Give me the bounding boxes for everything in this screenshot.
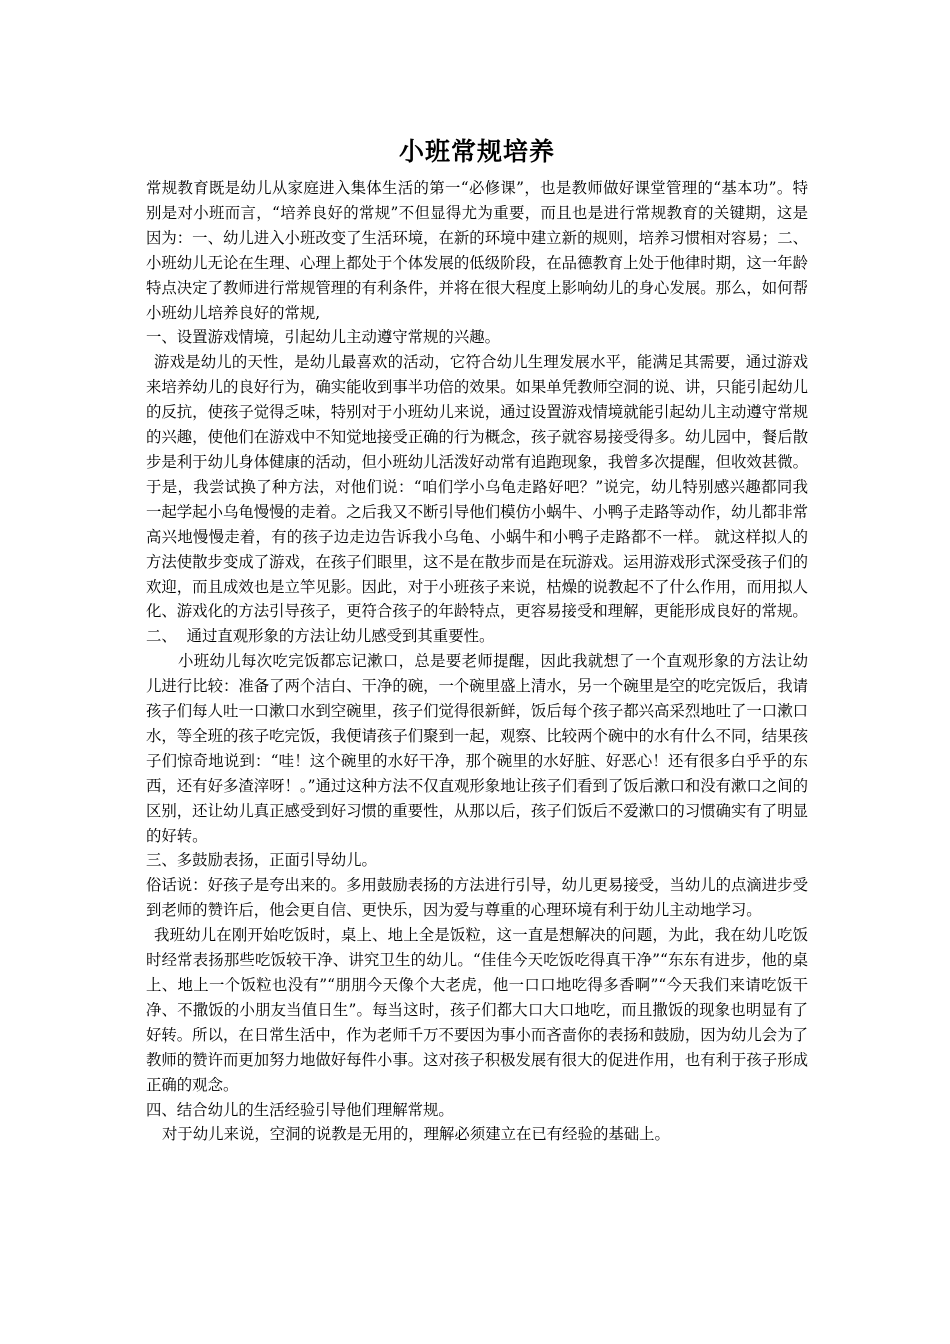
section-3-heading: 三、多鼓励表扬，正面引导幼儿。: [146, 851, 377, 870]
section-2-heading: 二、 通过直观形象的方法让幼儿感受到其重要性。: [146, 627, 495, 646]
section-3-body-1: 俗话说：好孩子是夸出来的。多用鼓励表扬的方法进行引导，幼儿更易接受，当幼儿的点滴进步受到老师的赞许后，他会更自信、更快乐，因为爱与尊重的心理环境有利于幼儿主动地学习。: [146, 876, 808, 920]
intro-paragraph: 常规教育既是幼儿从家庭进入集体生活的第一“必修课”，也是教师做好课堂管理的“基本功”。特别是对小班而言，“培养良好的常规”不但显得尤为重要，而且也是进行常规教育的关键期，这是因为：一、幼儿进入小班改变了生活环境，在新的环境中建立新的规则，培养习惯相对容易；二、小班幼儿无论在生理、心理上都处于个体发展的低级阶段，在品德教育上处于他律时期，这一年龄特点决定了教师进行常规管理的有利条件，并将在很大程度上影响幼儿的身心发展。那么，如何帮小班幼儿培养良好的常规,: [146, 179, 808, 322]
document-page: [146, 132, 808, 1147]
section-4-body: 对于幼儿来说，空洞的说教是无用的，理解必须建立在已有经验的基础上。: [162, 1125, 670, 1144]
section-2-body: 小班幼儿每次吃完饭都忘记漱口，总是要老师提醒，因此我就想了一个直观形象的方法让幼儿进行比较：准备了两个洁白、干净的碗，一个碗里盛上清水，另一个碗里是空的吃完饭后，我请孩子们每人吐一口漱口水到空碗里，孩子们觉得很新鲜，饭后每个孩子都兴高采烈地吐了一口漱口水，等全班的孩子吃完饭，我便请孩子们聚到一起，观察、比较两个碗中的水有什么不同，结果孩子们惊奇地说到：“哇！这个碗里的水好干净，那个碗里的水好脏、好恶心！还有很多白乎乎的东西，还有好多渣滓呀！。”通过这种方法不仅直观形象地让孩子们看到了饭后漱口和没有漱口之间的区别，还让幼儿真正感受到好习惯的重要性，从那以后，孩子们饭后不爱漱口的习惯确实有了明显的好转。: [146, 652, 808, 845]
section-1-heading: 一、设置游戏情境，引起幼儿主动遵守常规的兴趣。: [146, 328, 500, 347]
section-1-body: 游戏是幼儿的天性，是幼儿最喜欢的活动，它符合幼儿生理发展水平，能满足其需要，通过游戏来培养幼儿的良好行为，确实能收到事半功倍的效果。如果单凭教师空洞的说、讲，只能引起幼儿的反抗，使孩子觉得乏味，特别对于小班幼儿来说，通过设置游戏情境就能引起幼儿主动遵守常规的兴趣，使他们在游戏中不知觉地接受正确的行为概念，孩子就容易接受得多。幼儿园中，餐后散步是利于幼儿身体健康的活动，但小班幼儿活泼好动常有追跑现象，我曾多次提醒，但收效甚微。于是，我尝试换了种方法，对他们说：“咱们学小乌龟走路好吧？”说完，幼儿特别感兴趣都同我一起学起小乌龟慢慢的走着。之后我又不断引导他们模仿小蜗牛、小鸭子走路等动作，幼儿都非常高兴地慢慢走着，有的孩子边走边告诉我小乌龟、小蜗牛和小鸭子走路都不一样。 就这样拟人的方法使散步变成了游戏，在孩子们眼里，这不是在散步而是在玩游戏。运用游戏形式深受孩子们的欢迎，而且成效也是立竿见影。因此，对于小班孩子来说，枯燥的说教起不了什么作用，而用拟人化、游戏化的方法引导孩子，更符合孩子的年龄特点，更容易接受和理解，更能形成良好的常规。: [146, 353, 808, 621]
section-4-heading: 四、结合幼儿的生活经验引导他们理解常规。: [146, 1100, 454, 1119]
document-title: 小班常规培养: [398, 137, 555, 166]
section-3-body-2: 我班幼儿在刚开始吃饭时，桌上、地上全是饭粒，这一直是想解决的问题，为此，我在幼儿吃饭时经常表扬那些吃饭较干净、讲究卫生的幼儿。“佳佳今天吃饭吃得真干净”“东东有进步，他的桌上、地上一个饭粒也没有”“朋朋今天像个大老虎，他一口口地吃得多香啊”“今天我们来请吃饭干净、不撒饭的小朋友当值日生”。每当这时，孩子们都大口大口地吃，而且撒饭的现象也明显有了好转。所以，在日常生活中，作为老师千万不要因为事小而吝啬你的表扬和鼓励，因为幼儿会为了教师的赞许而更加努力地做好每件小事。这对孩子积极发展有很大的促进作用，也有利于孩子形成正确的观念。: [146, 926, 808, 1094]
